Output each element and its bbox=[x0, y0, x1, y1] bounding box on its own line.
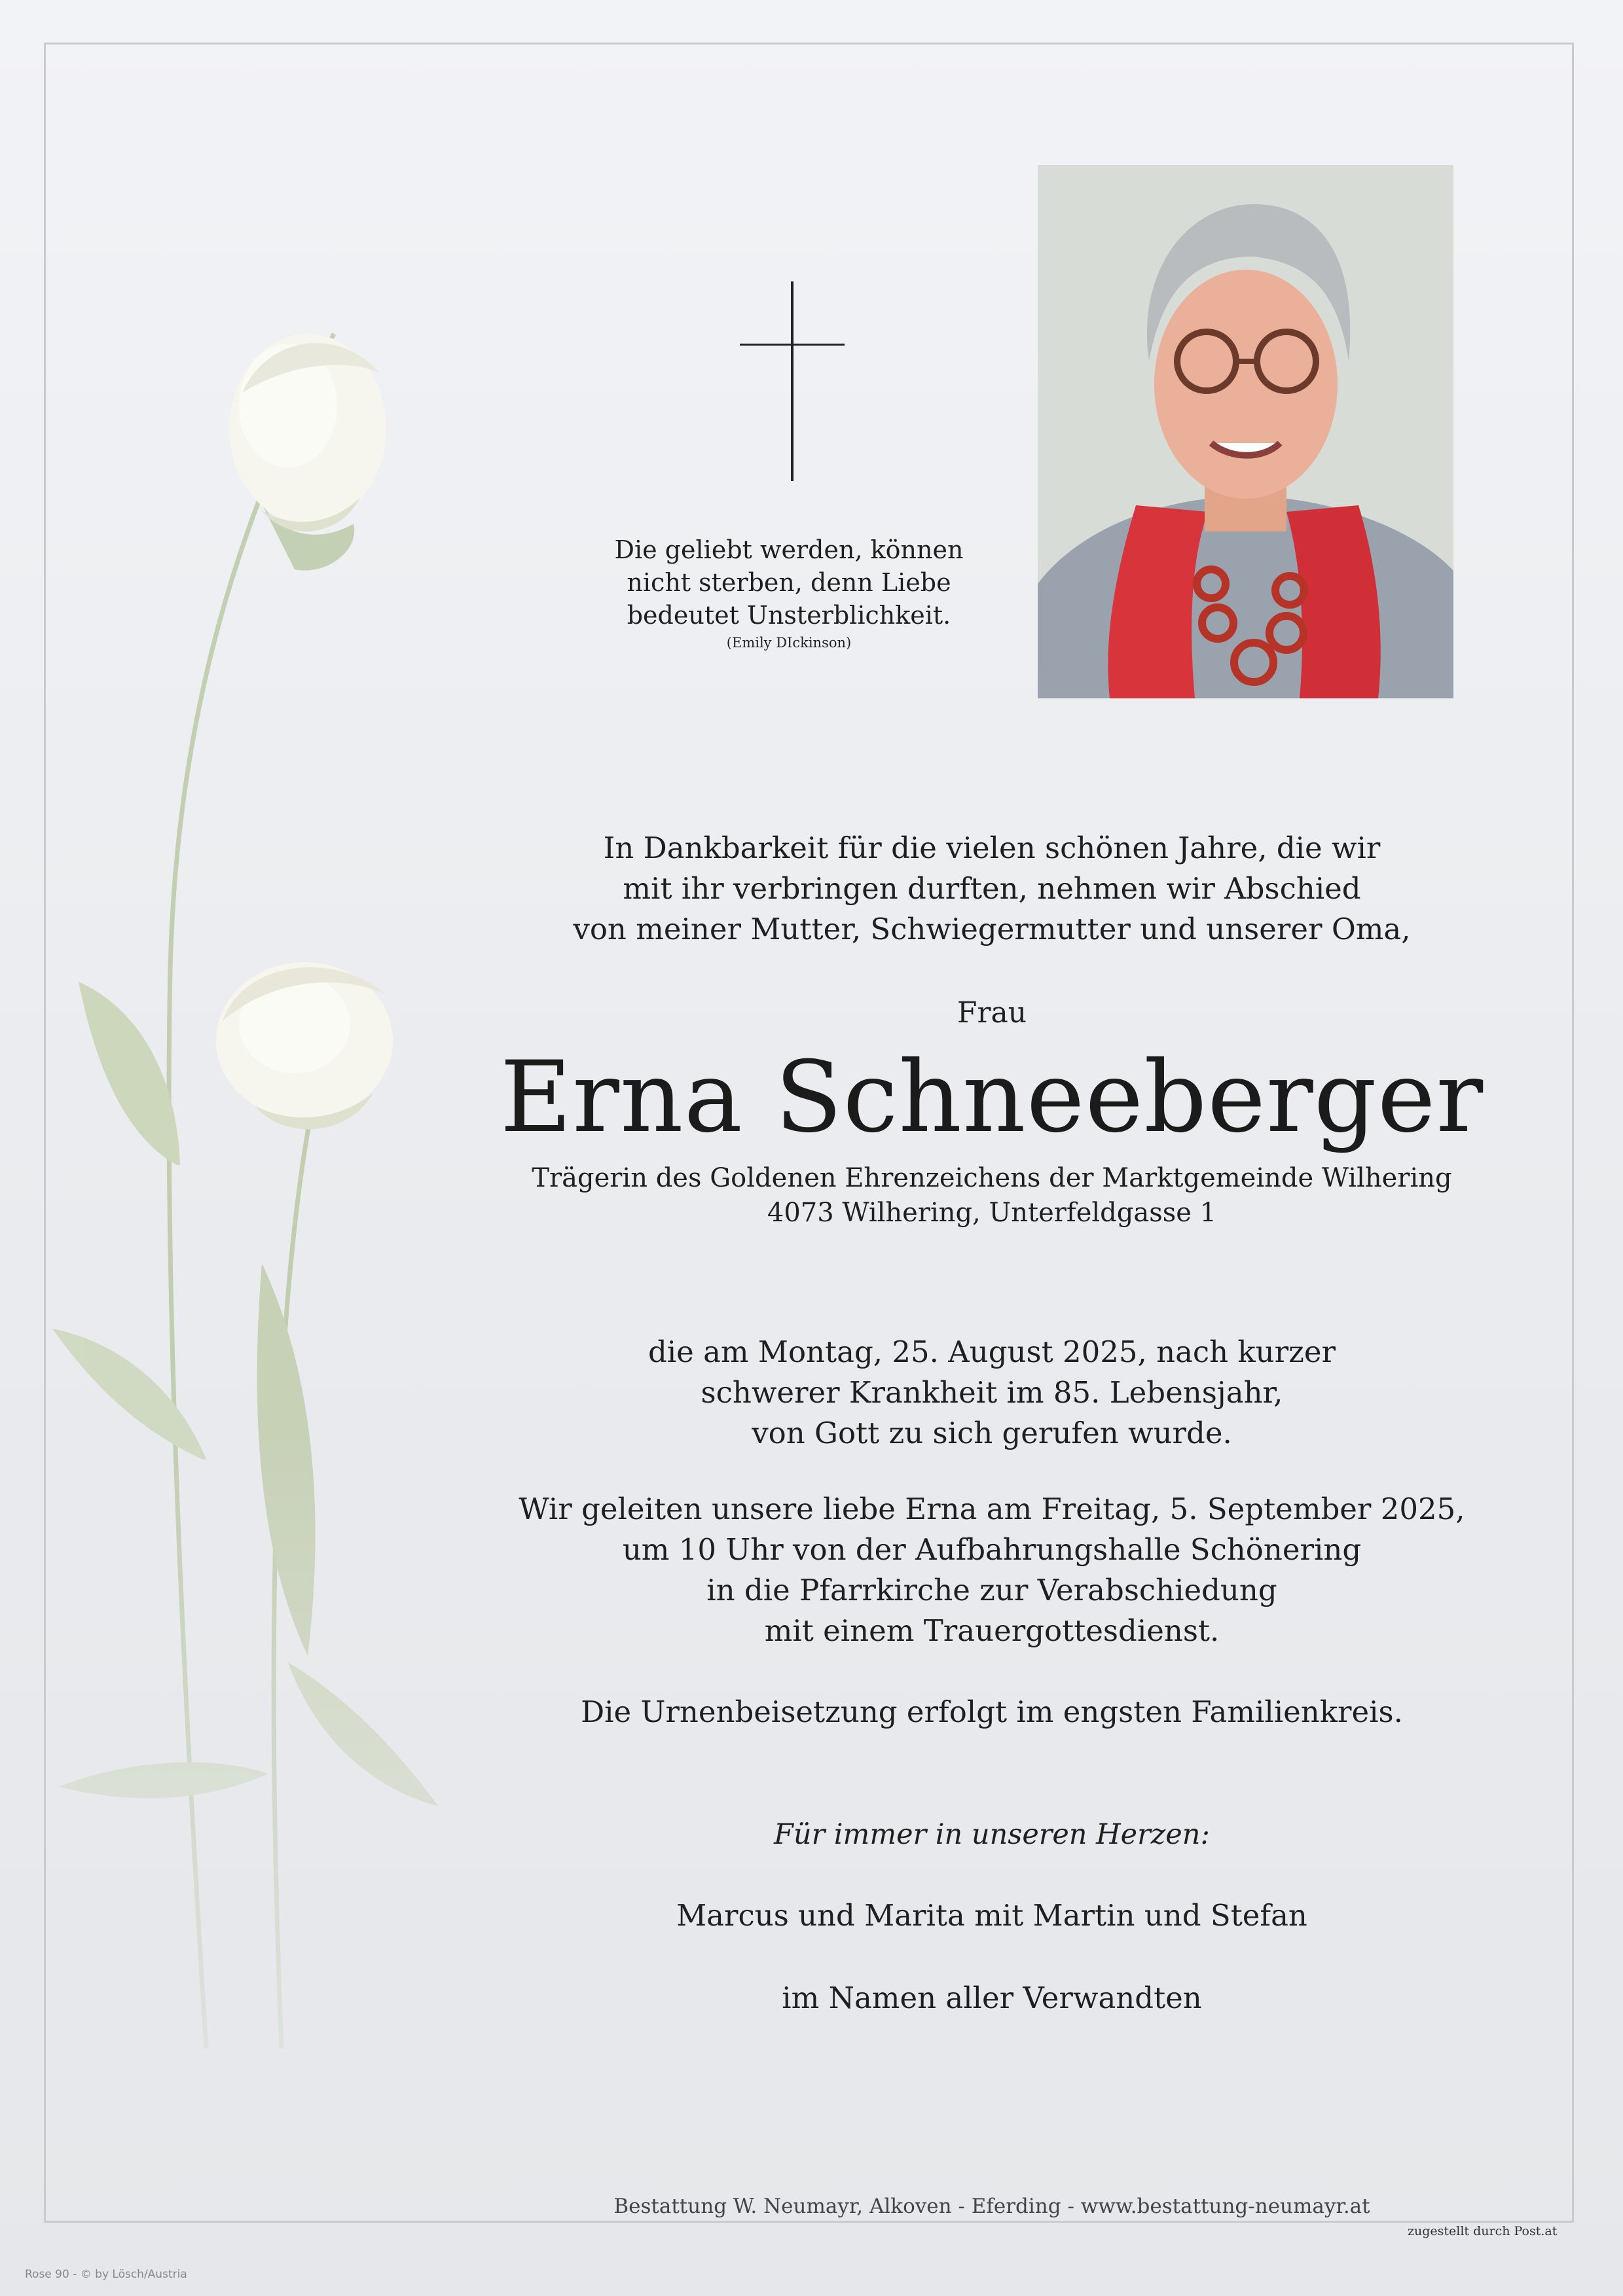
cross-icon bbox=[740, 281, 845, 481]
quote-block bbox=[576, 533, 1002, 653]
intro-line: von meiner Mutter, Schwiegermutter und unserer Oma, bbox=[573, 912, 1411, 946]
quote-line: bedeutet Unsterblichkeit. bbox=[627, 601, 951, 630]
intro-line: In Dankbarkeit für die vielen schönen Jahre, die wir bbox=[603, 831, 1381, 865]
funeral-home-footer: Bestattung W. Neumayr, Alkoven - Eferding - www.bestattung-neumayr.at bbox=[613, 2195, 1370, 2218]
white-roses-illustration bbox=[46, 314, 452, 2081]
funeral-line: in die Pfarrkirche zur Verabschiedung bbox=[706, 1573, 1277, 1607]
family-names: Marcus und Marita mit Martin und Stefan bbox=[676, 1898, 1307, 1933]
rose-bloom-bottom bbox=[216, 962, 393, 1129]
address: 4073 Wilhering, Unterfeldgasse 1 bbox=[767, 1198, 1217, 1228]
rose-bloom-top bbox=[229, 334, 386, 531]
forever-line: Für immer in unseren Herzen: bbox=[774, 1818, 1210, 1851]
intro-text bbox=[498, 828, 1486, 950]
quote-line: nicht sterben, denn Liebe bbox=[627, 568, 951, 597]
quote-line: Die geliebt werden, können bbox=[614, 535, 964, 564]
quote-author: (Emily DIckinson) bbox=[726, 635, 852, 651]
funeral-line: mit einem Trauergottesdienst. bbox=[764, 1613, 1220, 1648]
death-notice bbox=[498, 1332, 1486, 1454]
death-line: von Gott zu sich gerufen wurde. bbox=[752, 1416, 1232, 1450]
death-line: die am Montag, 25. August 2025, nach kurzer bbox=[647, 1335, 1336, 1369]
image-copyright: Rose 90 - © by Lösch/Austria bbox=[25, 2268, 187, 2281]
honor-text: Trägerin des Goldenen Ehrenzeichens der Marktgemeinde Wilhering bbox=[532, 1163, 1452, 1193]
honor-block bbox=[498, 1161, 1486, 1230]
funeral-line: um 10 Uhr von der Aufbahrungshalle Schönering bbox=[622, 1532, 1362, 1567]
death-line: schwerer Krankheit im 85. Lebensjahr, bbox=[701, 1375, 1283, 1410]
funeral-details bbox=[498, 1489, 1486, 1651]
intro-line: mit ihr verbringen durften, nehmen wir Abschied bbox=[623, 871, 1361, 906]
portrait-photo bbox=[1038, 165, 1453, 698]
relatives-line: im Namen aller Verwandten bbox=[782, 1981, 1202, 2015]
urn-notice: Die Urnenbeisetzung erfolgt im engsten Familienkreis. bbox=[581, 1695, 1403, 1729]
funeral-line: Wir geleiten unsere liebe Erna am Freitag, 5. September 2025, bbox=[519, 1492, 1465, 1526]
delivery-note: zugestellt durch Post.at bbox=[1408, 2224, 1558, 2238]
honorific: Frau bbox=[957, 996, 1027, 1030]
deceased-name: Erna Schneeberger bbox=[500, 1041, 1484, 1155]
